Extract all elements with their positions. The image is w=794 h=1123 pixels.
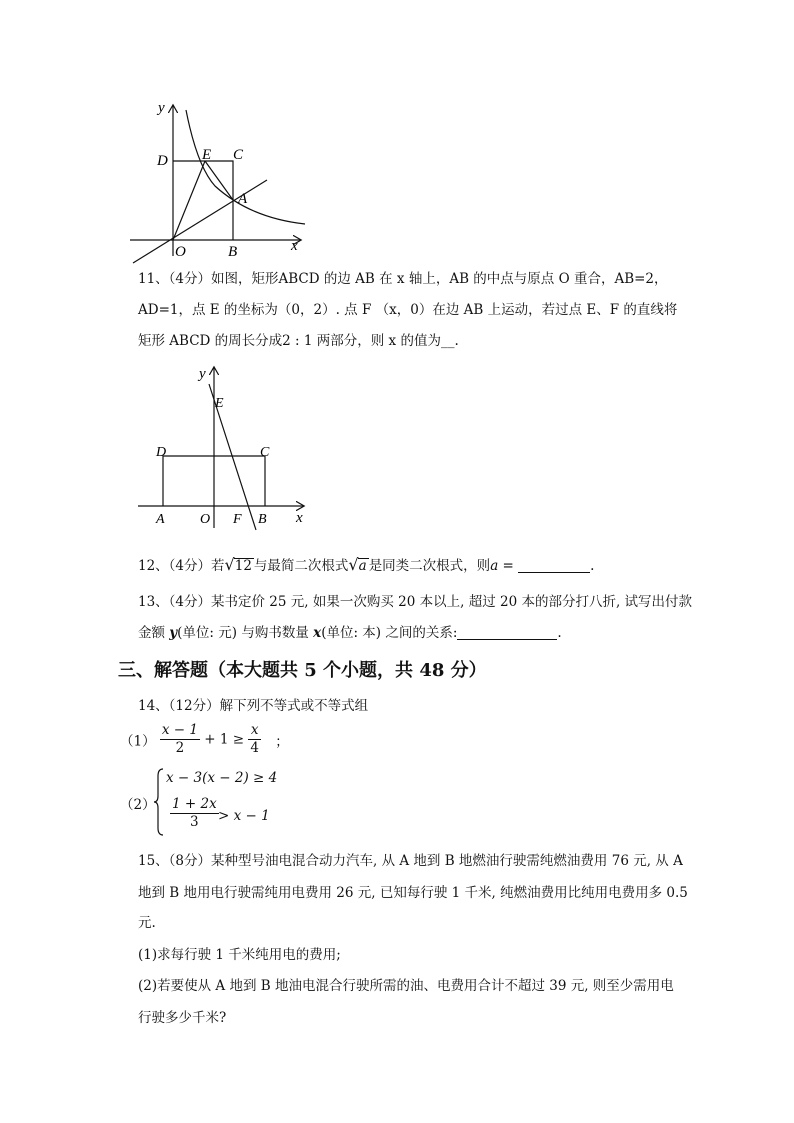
q15-sub-2-line-1: (2)若要使从 A 地到 B 地油电混合行驶所需的油、电费用合计不超过 39 元, 则至少需用电: [138, 978, 674, 994]
numerator: x − 1: [161, 722, 198, 738]
q11-line-2: AD=1，点 E 的坐标为（0，2）. 点 F （x，0）在边 AB 上运动，若过点 E、F 的直线将: [138, 302, 678, 318]
label-x: x: [296, 510, 303, 526]
denominator: 3: [170, 813, 219, 831]
q14-part-1: [120, 722, 289, 757]
sqrt-a: a: [358, 558, 367, 574]
denominator: 4: [250, 740, 259, 756]
q12-prefix: 12、（4分）若: [138, 558, 225, 574]
part-1-label: （1）: [120, 733, 156, 750]
rectangle-odbc: [173, 161, 233, 240]
label-d: D: [156, 445, 167, 460]
q15-line-2: 地到 B 地用电行驶需纯用电费用 26 元, 已知每行驶 1 千米, 纯燃油费用比纯用电费用多 0.5: [138, 885, 688, 901]
label-e: E: [215, 396, 224, 411]
label-b: B: [228, 244, 238, 260]
q13-line-1: 13、（4分）某书定价 25 元, 如果一次购买 20 本以上, 超过 20 本的部分打八折, 试写出付款: [138, 594, 693, 610]
sqrt-symbol: √: [348, 555, 359, 574]
figure-1: [125, 96, 315, 266]
q12-var: a: [490, 558, 499, 574]
label-f: F: [233, 512, 242, 527]
label-y: y: [199, 366, 206, 382]
q14-part-2: [120, 766, 420, 838]
label-o: O: [175, 244, 186, 260]
q15-line-1: 15、（8分）某种型号油电混合动力汽车, 从 A 地到 B 地燃油行驶需纯燃油费用 76 元, 从 A: [138, 853, 683, 869]
label-a: A: [156, 512, 165, 527]
sqrt-12: 12: [234, 558, 252, 574]
var-x: x: [313, 625, 322, 641]
q12-end: .: [590, 558, 595, 574]
q13-line-2c: (单位: 本) 之间的关系:: [321, 625, 458, 641]
label-o: O: [200, 512, 211, 527]
denominator: 2: [160, 739, 200, 757]
fraction-x-minus-1-over-2: [160, 722, 200, 757]
answer-blank: [518, 559, 590, 573]
fraction-x-over-4: [248, 722, 261, 757]
q13-line-2b: (单位: 元) 与购书数量: [177, 625, 314, 641]
section-title: 三、解答题（本大题共 5 个小题，共 48 分）: [118, 660, 487, 681]
q11-line-3: 矩形 ABCD 的周长分成2 : 1 两部分，则 x 的值为__.: [138, 333, 459, 349]
label-c: C: [233, 147, 244, 163]
numerator: x: [250, 722, 259, 738]
q12-mid: 与最简二次根式: [253, 558, 349, 574]
q13-end: .: [557, 625, 562, 641]
p1-mid: + 1 ≥: [204, 731, 245, 748]
label-y: y: [158, 100, 165, 116]
label-b: B: [258, 512, 267, 527]
q12-eq: =: [498, 558, 519, 574]
label-e: E: [202, 147, 212, 163]
q15-sub-2-line-2: 行驶多少千米?: [138, 1010, 227, 1026]
q13-line-2a: 金额: [138, 625, 170, 641]
fraction-1-plus-2x-over-3: [170, 796, 219, 831]
q15-line-3: 元.: [138, 915, 156, 931]
q12-suffix: 是同类二次根式，则: [368, 558, 491, 574]
label-c: C: [260, 445, 270, 460]
figure-2: [135, 362, 315, 532]
label-a: A: [238, 191, 248, 207]
system-line-1: x − 3(x − 2) ≥ 4: [166, 770, 278, 786]
label-d: D: [157, 153, 168, 169]
system-line-2-rhs: > x − 1: [218, 808, 270, 824]
q15-sub-1: (1)求每行驶 1 千米纯用电的费用;: [138, 947, 341, 963]
var-y: y: [169, 625, 178, 641]
part-2-label: （2）: [120, 797, 156, 813]
system-brace: [153, 768, 165, 836]
q12: [138, 556, 594, 575]
label-x: x: [291, 238, 298, 254]
line-ea: [205, 161, 233, 200]
sqrt-symbol: √: [224, 555, 235, 574]
q14-stem: 14、（12分）解下列不等式或不等式组: [138, 698, 369, 714]
q13-line-2: [138, 624, 562, 642]
p1-end: ；: [275, 733, 289, 750]
numerator: 1 + 2x: [172, 796, 217, 812]
answer-blank: [457, 626, 557, 640]
q11-line-1: 11、（4分）如图，矩形ABCD 的边 AB 在 x 轴上，AB 的中点与原点 O 重合，AB=2，: [138, 271, 668, 287]
